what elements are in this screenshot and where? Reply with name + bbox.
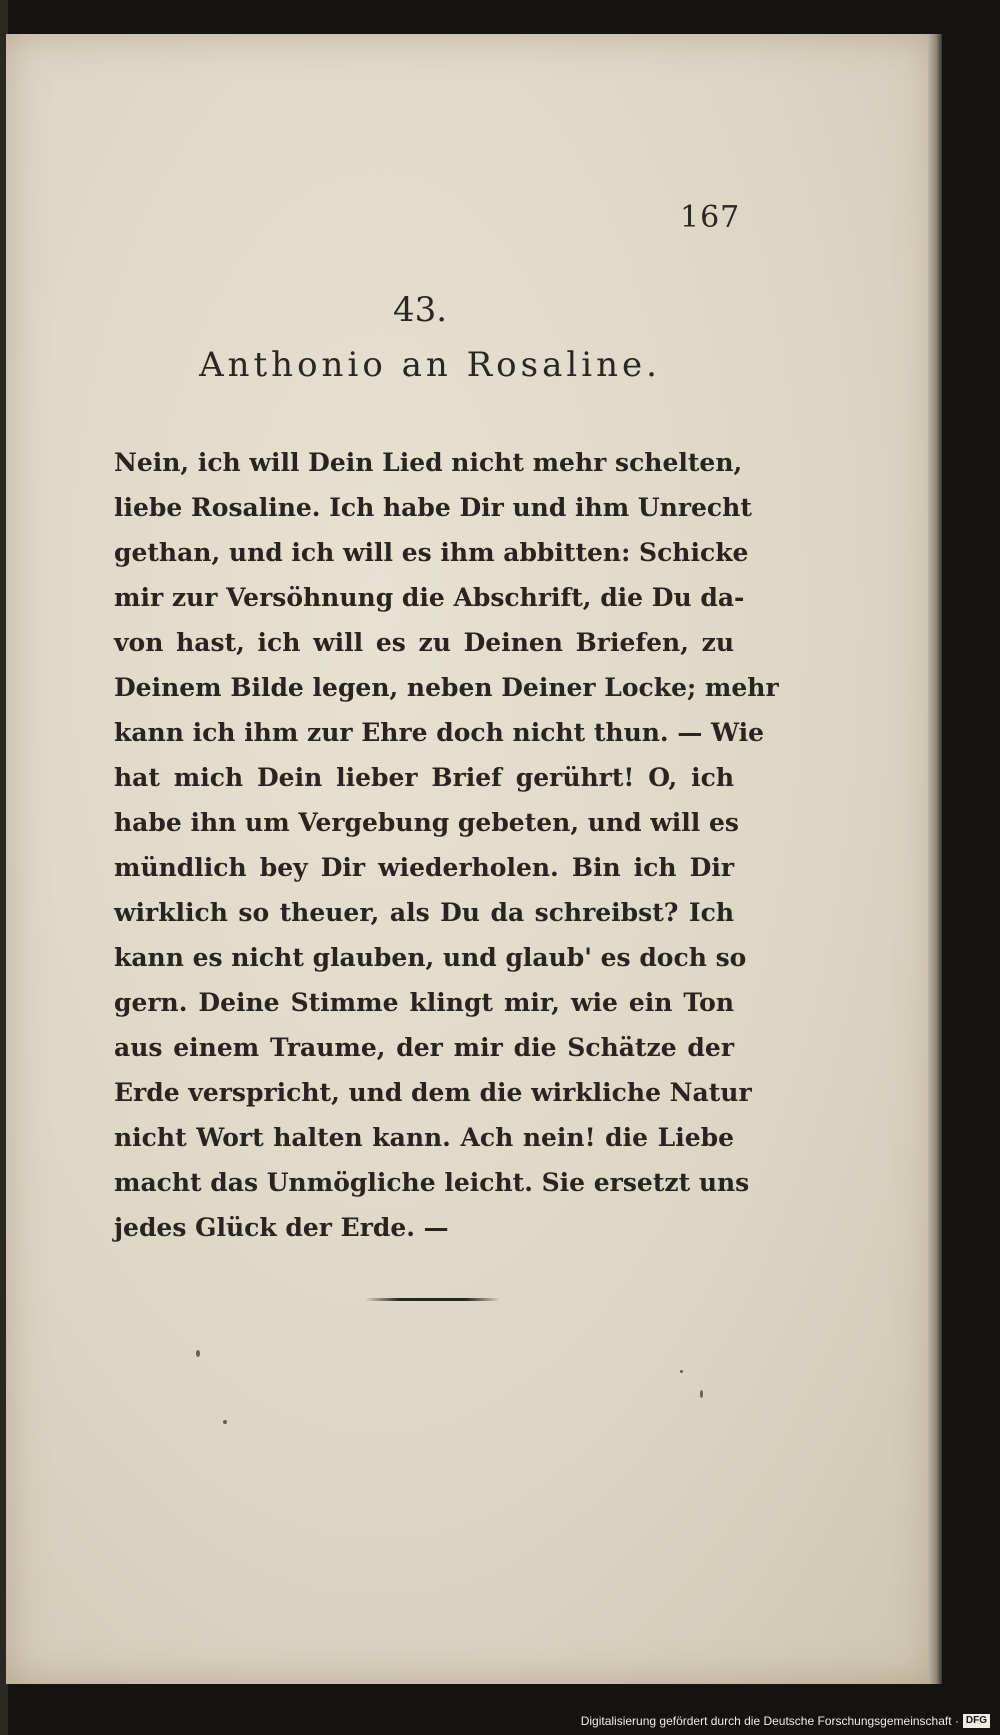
text-line: wirklich so theuer, als Du da schreibst? Ich: [114, 898, 734, 927]
text-line: liebe Rosaline. Ich habe Dir und ihm Unrecht: [114, 493, 752, 522]
page-fore-edge: [928, 34, 942, 1684]
digitization-credit: [581, 1711, 990, 1731]
text-line: kann ich ihm zur Ehre doch nicht thun. — Wie: [114, 718, 765, 747]
section-divider-rule: [365, 1298, 500, 1301]
paper-speck: [196, 1350, 200, 1357]
text-line: Nein, ich will Dein Lied nicht mehr schelten,: [114, 448, 743, 477]
letter-body-text: [114, 440, 779, 1250]
paper-speck: [223, 1420, 227, 1424]
text-line: kann es nicht glauben, und glaub' es doch so: [114, 943, 747, 972]
page-number: 167: [680, 200, 741, 235]
chapter-title: Anthonio an Rosaline.: [199, 345, 661, 385]
text-line: mündlich bey Dir wiederholen. Bin ich Dir: [114, 853, 734, 882]
paper-speck: [700, 1390, 703, 1398]
paper-speck: [680, 1370, 683, 1373]
credit-text: Digitalisierung gefördert durch die Deutsche Forschungsgemeinschaft ·: [580, 1714, 959, 1728]
text-line: habe ihn um Vergebung gebeten, und will es: [114, 808, 739, 837]
text-line: hat mich Dein lieber Brief gerührt! O, ich: [114, 763, 734, 792]
text-line: jedes Glück der Erde. —: [114, 1213, 449, 1242]
text-line: macht das Unmögliche leicht. Sie ersetzt uns: [114, 1168, 750, 1197]
text-line: gern. Deine Stimme klingt mir, wie ein Ton: [114, 988, 734, 1017]
text-line: von hast, ich will es zu Deinen Briefen, zu: [114, 628, 734, 657]
text-line: nicht Wort halten kann. Ach nein! die Liebe: [114, 1123, 734, 1152]
text-line: gethan, und ich will es ihm abbitten: Schicke: [114, 538, 749, 567]
text-line: Erde verspricht, und dem die wirkliche Natur: [114, 1078, 752, 1107]
text-line: Deinem Bilde legen, neben Deiner Locke; mehr: [114, 673, 779, 702]
text-line: aus einem Traume, der mir die Schätze der: [114, 1033, 734, 1062]
dfg-logo: DFG: [963, 1714, 990, 1728]
chapter-number: 43.: [392, 290, 448, 330]
text-line: mir zur Versöhnung die Abschrift, die Du da-: [114, 583, 745, 612]
